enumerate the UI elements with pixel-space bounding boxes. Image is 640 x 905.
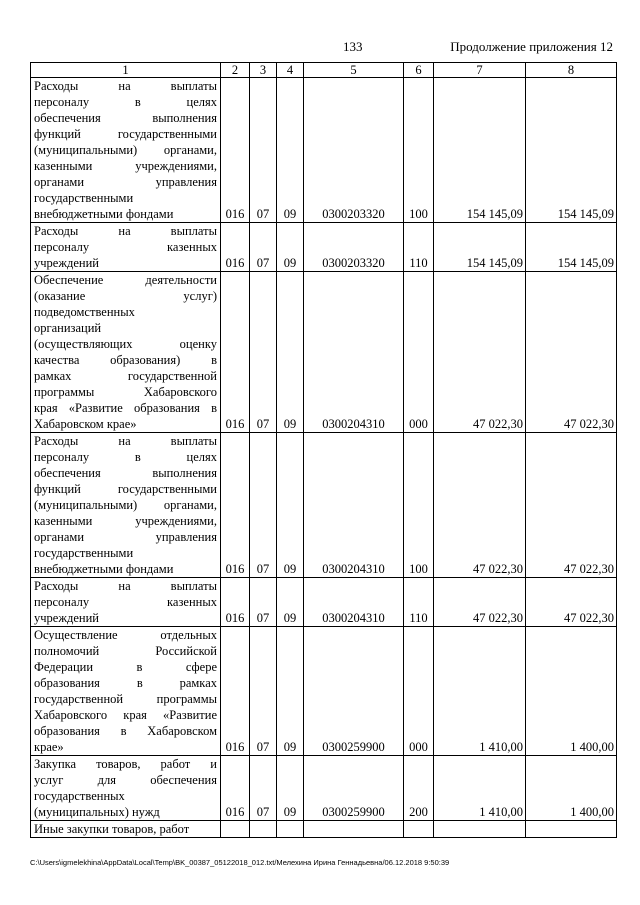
description-line: персоналу в целях <box>34 450 217 464</box>
section-cell: 07 <box>250 272 277 433</box>
description-line: полномочий Российской <box>34 644 217 658</box>
subsection-cell: 09 <box>277 223 304 272</box>
amount-planned-cell: 47 022,30 <box>434 272 526 433</box>
description-line: обеспечения выполнения <box>34 111 217 125</box>
section-cell: 07 <box>250 756 277 821</box>
target-item-cell: 0300204310 <box>304 272 404 433</box>
section-cell: 07 <box>250 578 277 627</box>
subsection-cell: 09 <box>277 578 304 627</box>
target-item-cell <box>304 821 404 838</box>
target-item-cell: 0300204310 <box>304 578 404 627</box>
target-item-cell: 0300203320 <box>304 78 404 223</box>
amount-planned-cell: 47 022,30 <box>434 433 526 578</box>
description-line: казенными учреждениями, <box>34 514 217 528</box>
table-row <box>31 78 617 223</box>
description-line: государственных <box>34 789 125 803</box>
table-row <box>31 272 617 433</box>
column-header: 5 <box>304 63 404 78</box>
footer-path: C:\Users\igmelekhina\AppData\Local\Temp\BK_00387_05122018_012.txt/Мелехина Ирина Геннадьевна/06.12.2018 9:50:39 <box>30 858 450 867</box>
subsection-cell: 09 <box>277 433 304 578</box>
description-line: внебюджетными фондами <box>34 562 174 576</box>
amount-planned-cell: 1 410,00 <box>434 756 526 821</box>
subsection-cell: 09 <box>277 78 304 223</box>
description-line: программы Хабаровского <box>34 385 217 399</box>
column-header: 6 <box>404 63 434 78</box>
amount-executed-cell: 47 022,30 <box>526 578 617 627</box>
table-row <box>31 433 617 578</box>
expense-type-cell: 100 <box>404 78 434 223</box>
page-number: 133 <box>343 39 363 54</box>
admin-code-cell: 016 <box>221 756 250 821</box>
admin-code-cell: 016 <box>221 433 250 578</box>
amount-executed-cell <box>526 821 617 838</box>
description-line: органами управления <box>34 530 217 544</box>
description-line: (оказание услуг) <box>34 289 217 303</box>
row-description <box>31 756 221 821</box>
expense-type-cell: 000 <box>404 627 434 756</box>
row-description <box>31 223 221 272</box>
amount-executed-cell: 154 145,09 <box>526 78 617 223</box>
target-item-cell: 0300259900 <box>304 627 404 756</box>
description-line: (осуществляющих оценку <box>34 337 217 351</box>
subsection-cell: 09 <box>277 627 304 756</box>
description-line: Обеспечение деятельности <box>34 273 217 287</box>
amount-executed-cell: 1 400,00 <box>526 756 617 821</box>
subsection-cell <box>277 821 304 838</box>
description-line: Закупка товаров, работ и <box>34 757 217 771</box>
column-header: 2 <box>221 63 250 78</box>
budget-table <box>30 62 617 838</box>
description-line: казенными учреждениями, <box>34 159 217 173</box>
description-line: края «Развитие образования в <box>34 401 217 415</box>
description-line: функций государственными <box>34 127 217 141</box>
target-item-cell: 0300204310 <box>304 433 404 578</box>
row-description <box>31 272 221 433</box>
section-cell: 07 <box>250 433 277 578</box>
expense-type-cell: 110 <box>404 223 434 272</box>
table-row <box>31 756 617 821</box>
amount-planned-cell: 47 022,30 <box>434 578 526 627</box>
amount-executed-cell: 1 400,00 <box>526 627 617 756</box>
description-line: персоналу казенных <box>34 240 217 254</box>
header-row <box>31 63 617 78</box>
admin-code-cell: 016 <box>221 272 250 433</box>
amount-planned-cell: 154 145,09 <box>434 78 526 223</box>
admin-code-cell: 016 <box>221 78 250 223</box>
column-header: 3 <box>250 63 277 78</box>
admin-code-cell <box>221 821 250 838</box>
description-line: органами управления <box>34 175 217 189</box>
description-line: качества образования) в <box>34 353 217 367</box>
amount-planned-cell: 1 410,00 <box>434 627 526 756</box>
description-line: Хабаровского края «Развитие <box>34 708 217 722</box>
amount-executed-cell: 47 022,30 <box>526 272 617 433</box>
description-line: (муниципальными) органами, <box>34 498 217 512</box>
admin-code-cell: 016 <box>221 627 250 756</box>
description-line: Иные закупки товаров, работ <box>34 822 190 836</box>
description-line: организаций <box>34 321 102 335</box>
description-line: услуг для обеспечения <box>34 773 217 787</box>
description-line: государственными <box>34 546 134 560</box>
admin-code-cell: 016 <box>221 578 250 627</box>
description-line: учреждений <box>34 256 99 270</box>
description-line: Расходы на выплаты <box>34 79 217 93</box>
column-header: 7 <box>434 63 526 78</box>
description-line: Хабаровском крае» <box>34 417 137 431</box>
expense-type-cell: 200 <box>404 756 434 821</box>
amount-planned-cell <box>434 821 526 838</box>
description-line: персоналу казенных <box>34 595 217 609</box>
description-line: рамках государственной <box>34 369 217 383</box>
description-line: крае» <box>34 740 64 754</box>
table-row <box>31 821 617 838</box>
expense-type-cell: 100 <box>404 433 434 578</box>
description-line: функций государственными <box>34 482 217 496</box>
description-line: Федерации в сфере <box>34 660 217 674</box>
description-line: (муниципальными) органами, <box>34 143 217 157</box>
description-line: образования в Хабаровском <box>34 724 217 738</box>
amount-executed-cell: 154 145,09 <box>526 223 617 272</box>
expense-type-cell: 110 <box>404 578 434 627</box>
description-line: внебюджетными фондами <box>34 207 174 221</box>
amount-planned-cell: 154 145,09 <box>434 223 526 272</box>
column-header: 4 <box>277 63 304 78</box>
description-line: государственной программы <box>34 692 217 706</box>
column-header: 1 <box>31 63 221 78</box>
row-description <box>31 78 221 223</box>
target-item-cell: 0300203320 <box>304 223 404 272</box>
description-line: обеспечения выполнения <box>34 466 217 480</box>
expense-type-cell <box>404 821 434 838</box>
table-row <box>31 627 617 756</box>
section-cell: 07 <box>250 627 277 756</box>
table-row <box>31 223 617 272</box>
description-line: Расходы на выплаты <box>34 434 217 448</box>
appendix-title: Продолжение приложения 12 <box>450 39 613 54</box>
description-line: учреждений <box>34 611 99 625</box>
section-cell <box>250 821 277 838</box>
description-line: государственными <box>34 191 134 205</box>
description-line: Расходы на выплаты <box>34 579 217 593</box>
section-cell: 07 <box>250 78 277 223</box>
description-line: (муниципальных) нужд <box>34 805 160 819</box>
column-header: 8 <box>526 63 617 78</box>
amount-executed-cell: 47 022,30 <box>526 433 617 578</box>
row-description <box>31 821 221 838</box>
table-row <box>31 578 617 627</box>
description-line: персоналу в целях <box>34 95 217 109</box>
description-line: подведомственных <box>34 305 135 319</box>
subsection-cell: 09 <box>277 756 304 821</box>
row-description <box>31 627 221 756</box>
expense-type-cell: 000 <box>404 272 434 433</box>
admin-code-cell: 016 <box>221 223 250 272</box>
description-line: образования в рамках <box>34 676 217 690</box>
target-item-cell: 0300259900 <box>304 756 404 821</box>
subsection-cell: 09 <box>277 272 304 433</box>
description-line: Расходы на выплаты <box>34 224 217 238</box>
section-cell: 07 <box>250 223 277 272</box>
row-description <box>31 578 221 627</box>
description-line: Осуществление отдельных <box>34 628 217 642</box>
row-description <box>31 433 221 578</box>
